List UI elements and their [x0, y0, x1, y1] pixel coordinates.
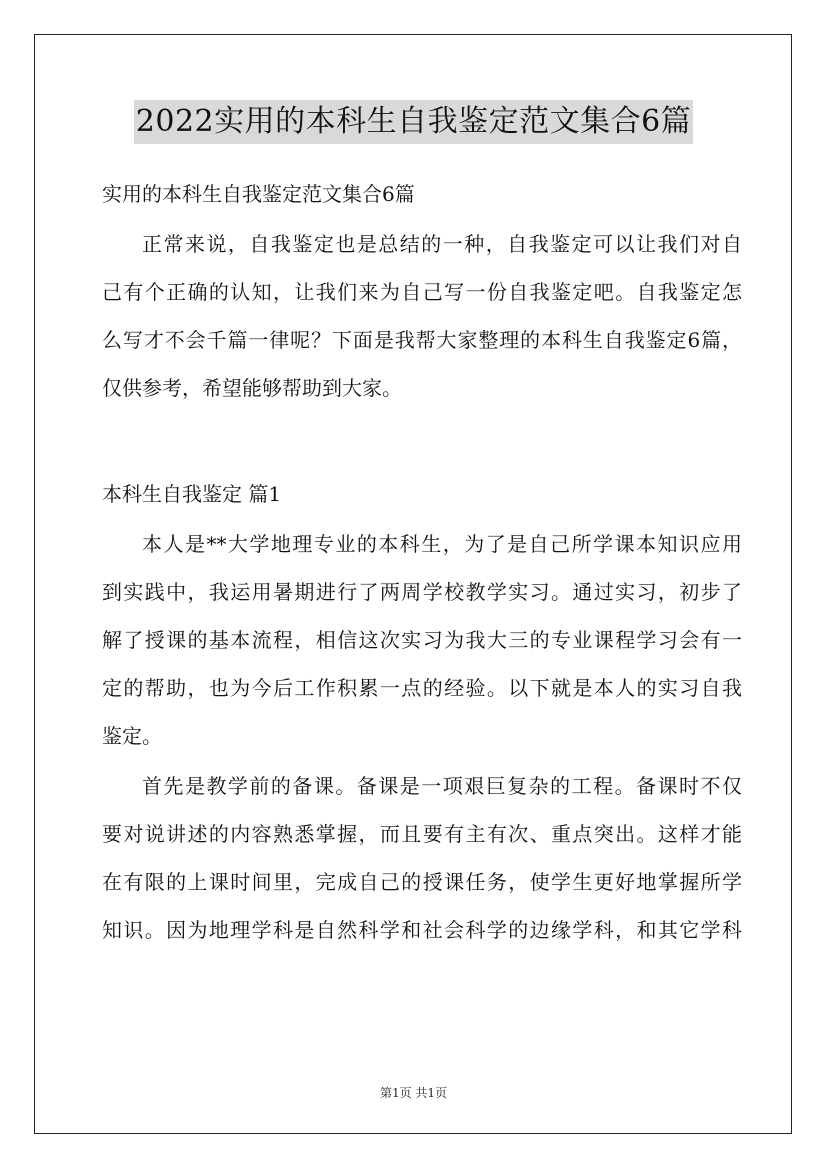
paragraph-2: [102, 762, 742, 954]
paragraph-line: 在有限的上课时间里，完成自己的授课任务，使学生更好地掌握所学: [102, 870, 742, 894]
document-title: [0, 100, 827, 144]
section-heading: 本科生自我鉴定 篇1: [102, 482, 282, 506]
paragraph-line: 知识。因为地理学科是自然科学和社会科学的边缘学科，和其它学科: [102, 918, 742, 942]
paragraph-line: 仅供参考，希望能够帮助到大家。: [102, 376, 402, 400]
paragraph-line: 正常来说，自我鉴定也是总结的一种，自我鉴定可以让我们对自: [142, 232, 742, 256]
paragraph-line: 定的帮助，也为今后工作积累一点的经验。以下就是本人的实习自我: [102, 676, 742, 700]
document-title-text: 2022实用的本科生自我鉴定范文集合6篇: [134, 100, 693, 144]
paragraph-line: 解了授课的基本流程，相信这次实习为我大三的专业课程学习会有一: [102, 628, 742, 652]
paragraph-line: 鉴定。: [102, 724, 162, 748]
paragraph-line: 首先是教学前的备课。备课是一项艰巨复杂的工程。备课时不仅: [142, 774, 742, 798]
document-body: [102, 170, 742, 954]
paragraph-line: 么写才不会千篇一律呢？下面是我帮大家整理的本科生自我鉴定6篇，: [102, 328, 742, 352]
document-subtitle: 实用的本科生自我鉴定范文集合6篇: [102, 182, 415, 206]
paragraph-line: 到实践中，我运用暑期进行了两周学校教学实习。通过实习，初步了: [102, 580, 742, 604]
paragraph-line: 本人是**大学地理专业的本科生，为了是自己所学课本知识应用: [142, 532, 742, 556]
intro-paragraph: [102, 220, 742, 412]
paragraph-line: 己有个正确的认知，让我们来为自己写一份自我鉴定吧。自我鉴定怎: [102, 280, 742, 304]
paragraph-1: [102, 520, 742, 760]
page-footer: 第1页 共1页: [379, 1086, 448, 1100]
paragraph-line: 要对说讲述的内容熟悉掌握，而且要有主有次、重点突出。这样才能: [102, 822, 742, 846]
